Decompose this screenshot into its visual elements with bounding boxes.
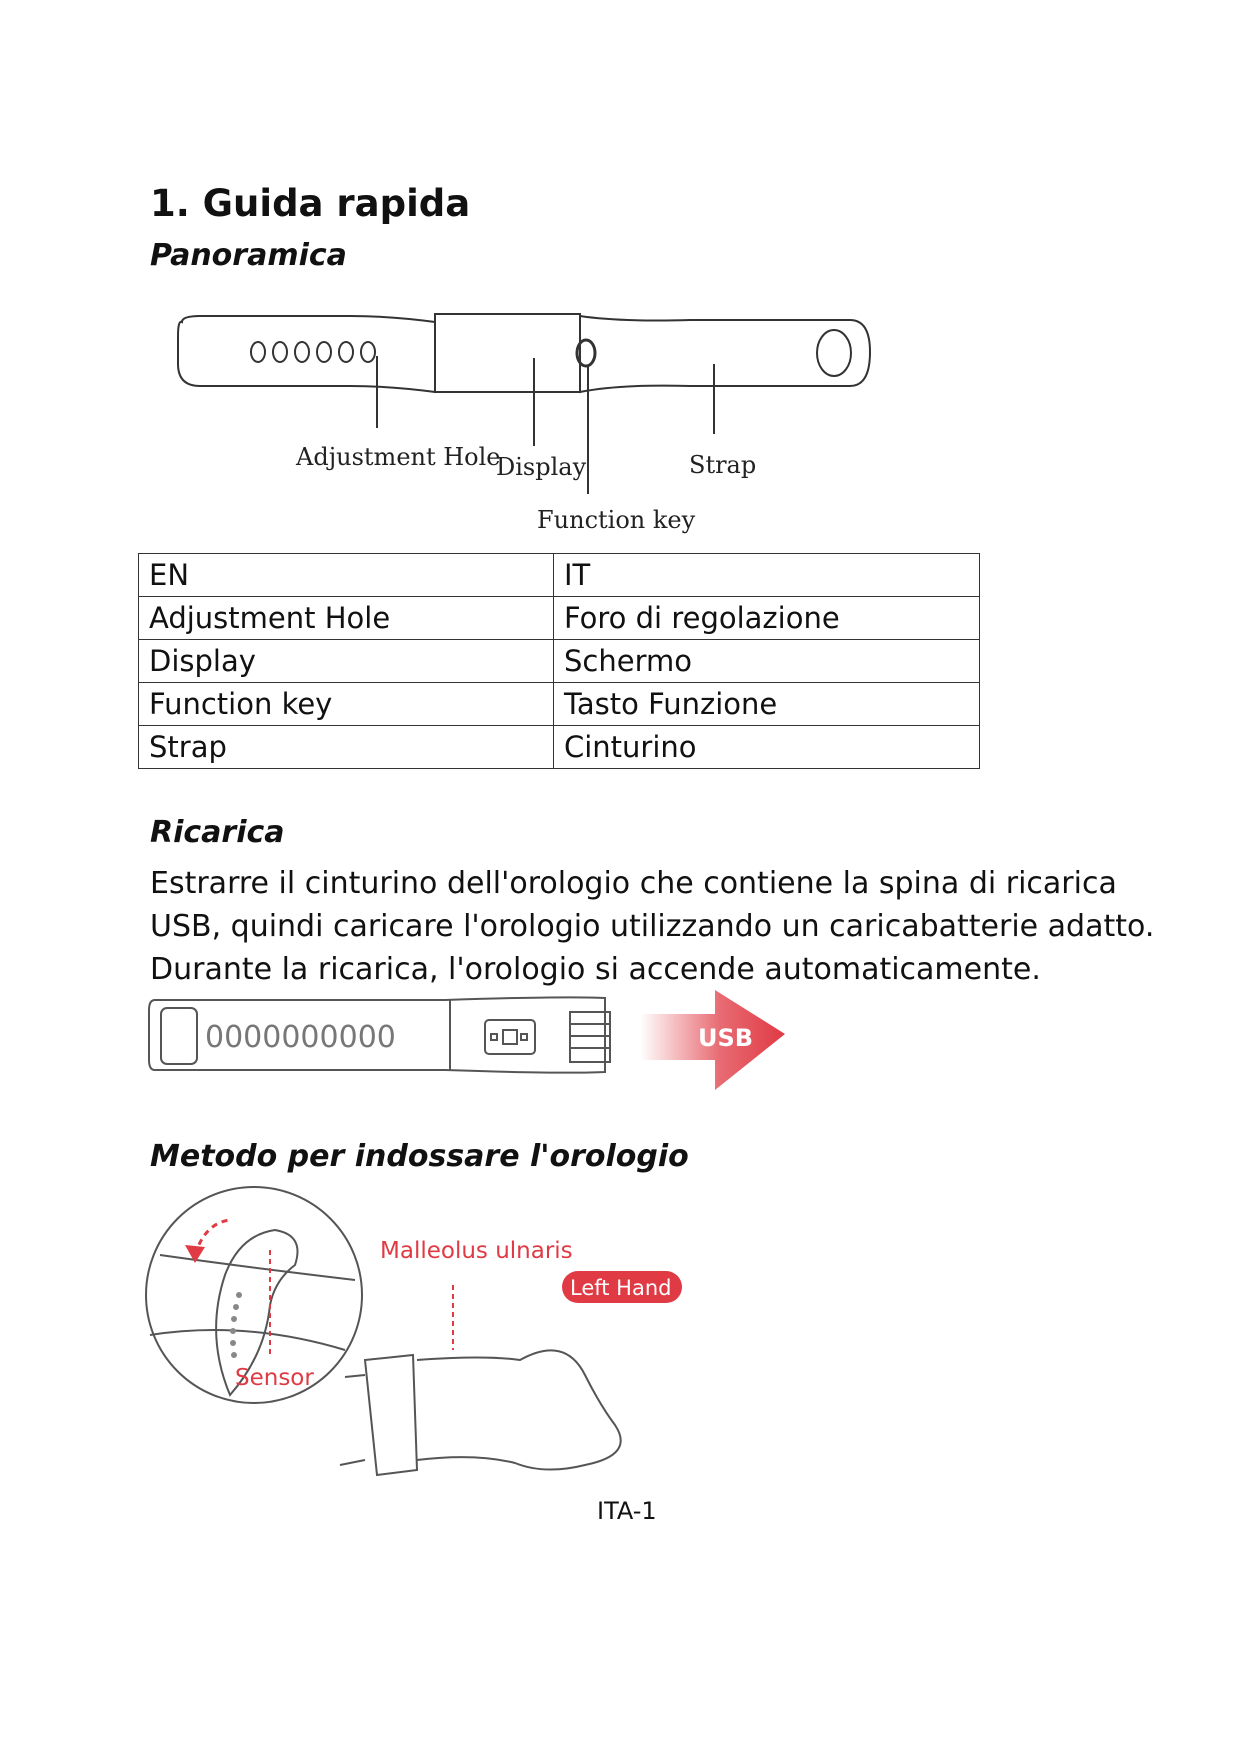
table-cell: EN (139, 554, 554, 597)
strap-digits: 0000000000 (205, 1020, 396, 1055)
table-cell: Strap (139, 726, 554, 769)
overview-title: Panoramica (150, 238, 347, 273)
table-cell: Adjustment Hole (139, 597, 554, 640)
label-display: Display (496, 453, 587, 481)
table-cell: Tasto Funzione (554, 683, 980, 726)
strap-outline (580, 316, 870, 392)
buckle-hole (817, 330, 851, 376)
left-hand-badge: Left Hand (570, 1276, 672, 1300)
table-cell: Display (139, 640, 554, 683)
charging-paragraph (150, 862, 1200, 991)
charging-line: Estrarre il cinturino dell'orologio che contiene la spina di ricarica (150, 866, 1117, 901)
table-row (139, 640, 980, 683)
display-section (435, 314, 580, 392)
charging-title: Ricarica (150, 815, 285, 850)
usb-charging-diagram (145, 990, 805, 1100)
malleolus-label: Malleolus ulnaris (380, 1238, 573, 1264)
table-cell: IT (554, 554, 980, 597)
table-row (139, 597, 980, 640)
table-cell: Foro di regolazione (554, 597, 980, 640)
usb-label: USB (698, 1024, 754, 1052)
label-adjustment-hole: Adjustment Hole (296, 443, 501, 471)
label-function-key: Function key (537, 506, 696, 534)
table-cell: Function key (139, 683, 554, 726)
table-cell: Cinturino (554, 726, 980, 769)
charging-line: USB, quindi caricare l'orologio utilizzando un caricabatterie adatto. (150, 909, 1155, 944)
table-row (139, 683, 980, 726)
sensor-label: Sensor (235, 1365, 314, 1391)
page-heading: 1. Guida rapida (150, 182, 471, 225)
band-overview-diagram (170, 300, 890, 550)
wearing-diagram (145, 1185, 705, 1485)
table-row (139, 554, 980, 597)
table-row (139, 726, 980, 769)
band-outline (178, 316, 435, 392)
charging-line: Durante la ricarica, l'orologio si accende automaticamente. (150, 952, 1041, 987)
translation-table (138, 553, 980, 769)
page-number: ITA-1 (597, 1497, 657, 1525)
table-cell: Schermo (554, 640, 980, 683)
label-strap: Strap (689, 451, 757, 479)
wearing-title: Metodo per indossare l'orologio (150, 1139, 689, 1174)
